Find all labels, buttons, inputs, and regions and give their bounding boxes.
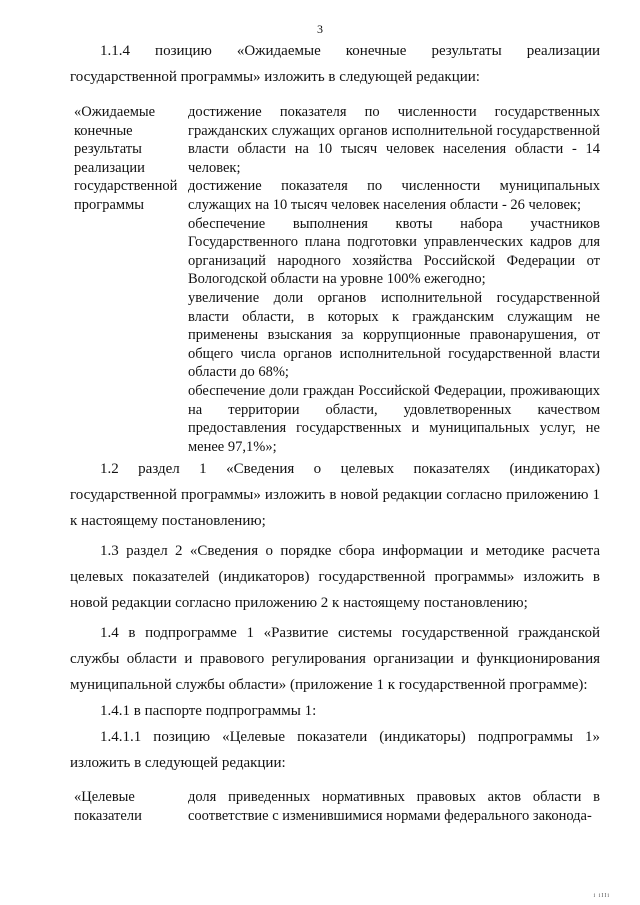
result-item: увеличение доли органов исполнительной государственной власти области, в которых к гражданским служащим не применены взыскания за коррупционные правонарушения, от общего числа органов исполнительной государственной власти области до 68%; bbox=[188, 289, 600, 381]
position-label: «Целевые показатели bbox=[74, 789, 142, 824]
paragraph-1-4-1-1: 1.4.1.1 позицию «Целевые показатели (индикаторы) подпрограммы 1» изложить в следующей редакции: bbox=[70, 729, 600, 771]
paragraph-1-2: 1.2 раздел 1 «Сведения о целевых показателях (индикаторах) государственной программы» изложить в новой редакции согласно приложению 1 к настоящему постановлению; bbox=[70, 461, 600, 529]
position-content bbox=[188, 788, 600, 825]
paragraph-1-4: 1.4 в подпрограмме 1 «Развитие системы государственной гражданской службы области и правового регулирования организации и функционирования муниципальной службы области» (приложение 1 к государственной программе): bbox=[70, 625, 600, 693]
page-number: 3 bbox=[317, 22, 323, 36]
result-item: достижение показателя по численности муниципальных служащих на 10 тысяч человек населения области - 26 человек; bbox=[188, 178, 600, 213]
result-item: обеспечение выполнения квоты набора участников Государственного плана подготовки управленческих кадров для организаций народного хозяйства Российской Федерации от Вологодской области на уровне 100% ежегодно; bbox=[188, 215, 600, 288]
result-item: достижение показателя по численности государственных гражданских служащих органов исполнительной государственной власти области на 10 тысяч человек населения области - 14 человек; bbox=[188, 104, 600, 176]
position-label: «Ожидаемые конечные результаты реализации государственной программы bbox=[74, 104, 178, 213]
indicator-item: доля приведенных нормативных правовых актов области в соответствие с изменившимися нормами федерального законода- bbox=[188, 789, 600, 824]
position-content bbox=[188, 103, 600, 456]
paragraph-1-1-4: 1.1.4 позицию «Ожидаемые конечные результаты реализации государственной программы» изложить в следующей редакции: bbox=[70, 43, 600, 85]
scan-mark: i iIIi bbox=[593, 893, 610, 899]
paragraph-1-4-1: 1.4.1 в паспорте подпрограммы 1: bbox=[100, 703, 317, 719]
result-item: обеспечение доли граждан Российской Федерации, проживающих на территории области, удовлетворенных качеством предоставления государственных и муниципальных услуг, не менее 97,1%»; bbox=[188, 382, 600, 455]
paragraph-1-3: 1.3 раздел 2 «Сведения о порядке сбора информации и методике расчета целевых показателей (индикаторов) государственной программы» изложить в новой редакции согласно приложению 2 к настоящему постановлению; bbox=[70, 543, 600, 611]
